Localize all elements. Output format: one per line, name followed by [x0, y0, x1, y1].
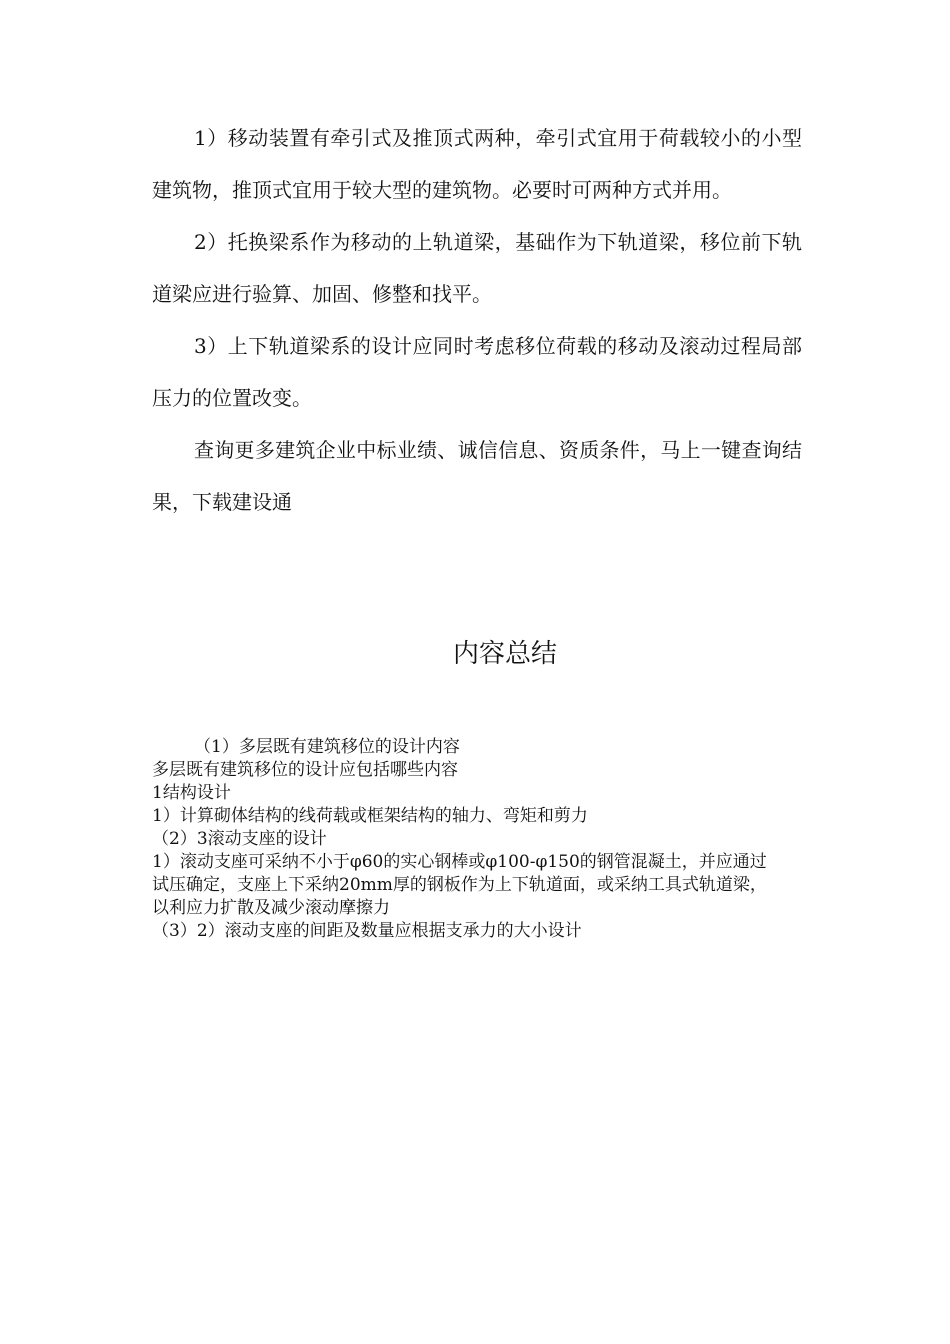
body-text [152, 112, 802, 528]
summary-line: 多层既有建筑移位的设计应包括哪些内容 [152, 760, 458, 780]
summary-line: 1）滚动支座可采纳不小于φ60的实心钢棒或φ100-φ150的钢管混凝土，并应通过试压确定，支座上下采纳20mm厚的钢板作为上下轨道面，或采纳工具式轨道梁，以利应力扩散及减少滚动摩擦力 [152, 852, 767, 918]
summary-line: （2）3滚动支座的设计 [152, 829, 327, 849]
summary-line: （3）2）滚动支座的间距及数量应根据支承力的大小设计 [152, 921, 582, 941]
summary-line: 1结构设计 [152, 783, 231, 803]
paragraph-track-beam-design: 3）上下轨道梁系的设计应同时考虑移位荷载的移动及滚动过程局部压力的位置改变。 [152, 334, 802, 410]
summary-line: 1）计算砌体结构的线荷载或框架结构的轴力、弯矩和剪力 [152, 806, 588, 826]
summary-title: 内容总结 [452, 639, 557, 669]
summary-line: （1）多层既有建筑移位的设计内容 [194, 737, 460, 757]
paragraph-moving-device: 1）移动装置有牵引式及推顶式两种，牵引式宜用于荷载较小的小型建筑物，推顶式宜用于较大型的建筑物。必要时可两种方式并用。 [152, 126, 802, 202]
paragraph-query-promo: 查询更多建筑企业中标业绩、诚信信息、资质条件，马上一键查询结果，下载建设通 [152, 438, 802, 514]
paragraph-transfer-beam: 2）托换梁系作为移动的上轨道梁，基础作为下轨道梁，移位前下轨道梁应进行验算、加固、修整和找平。 [152, 230, 802, 306]
summary-section [152, 736, 777, 943]
